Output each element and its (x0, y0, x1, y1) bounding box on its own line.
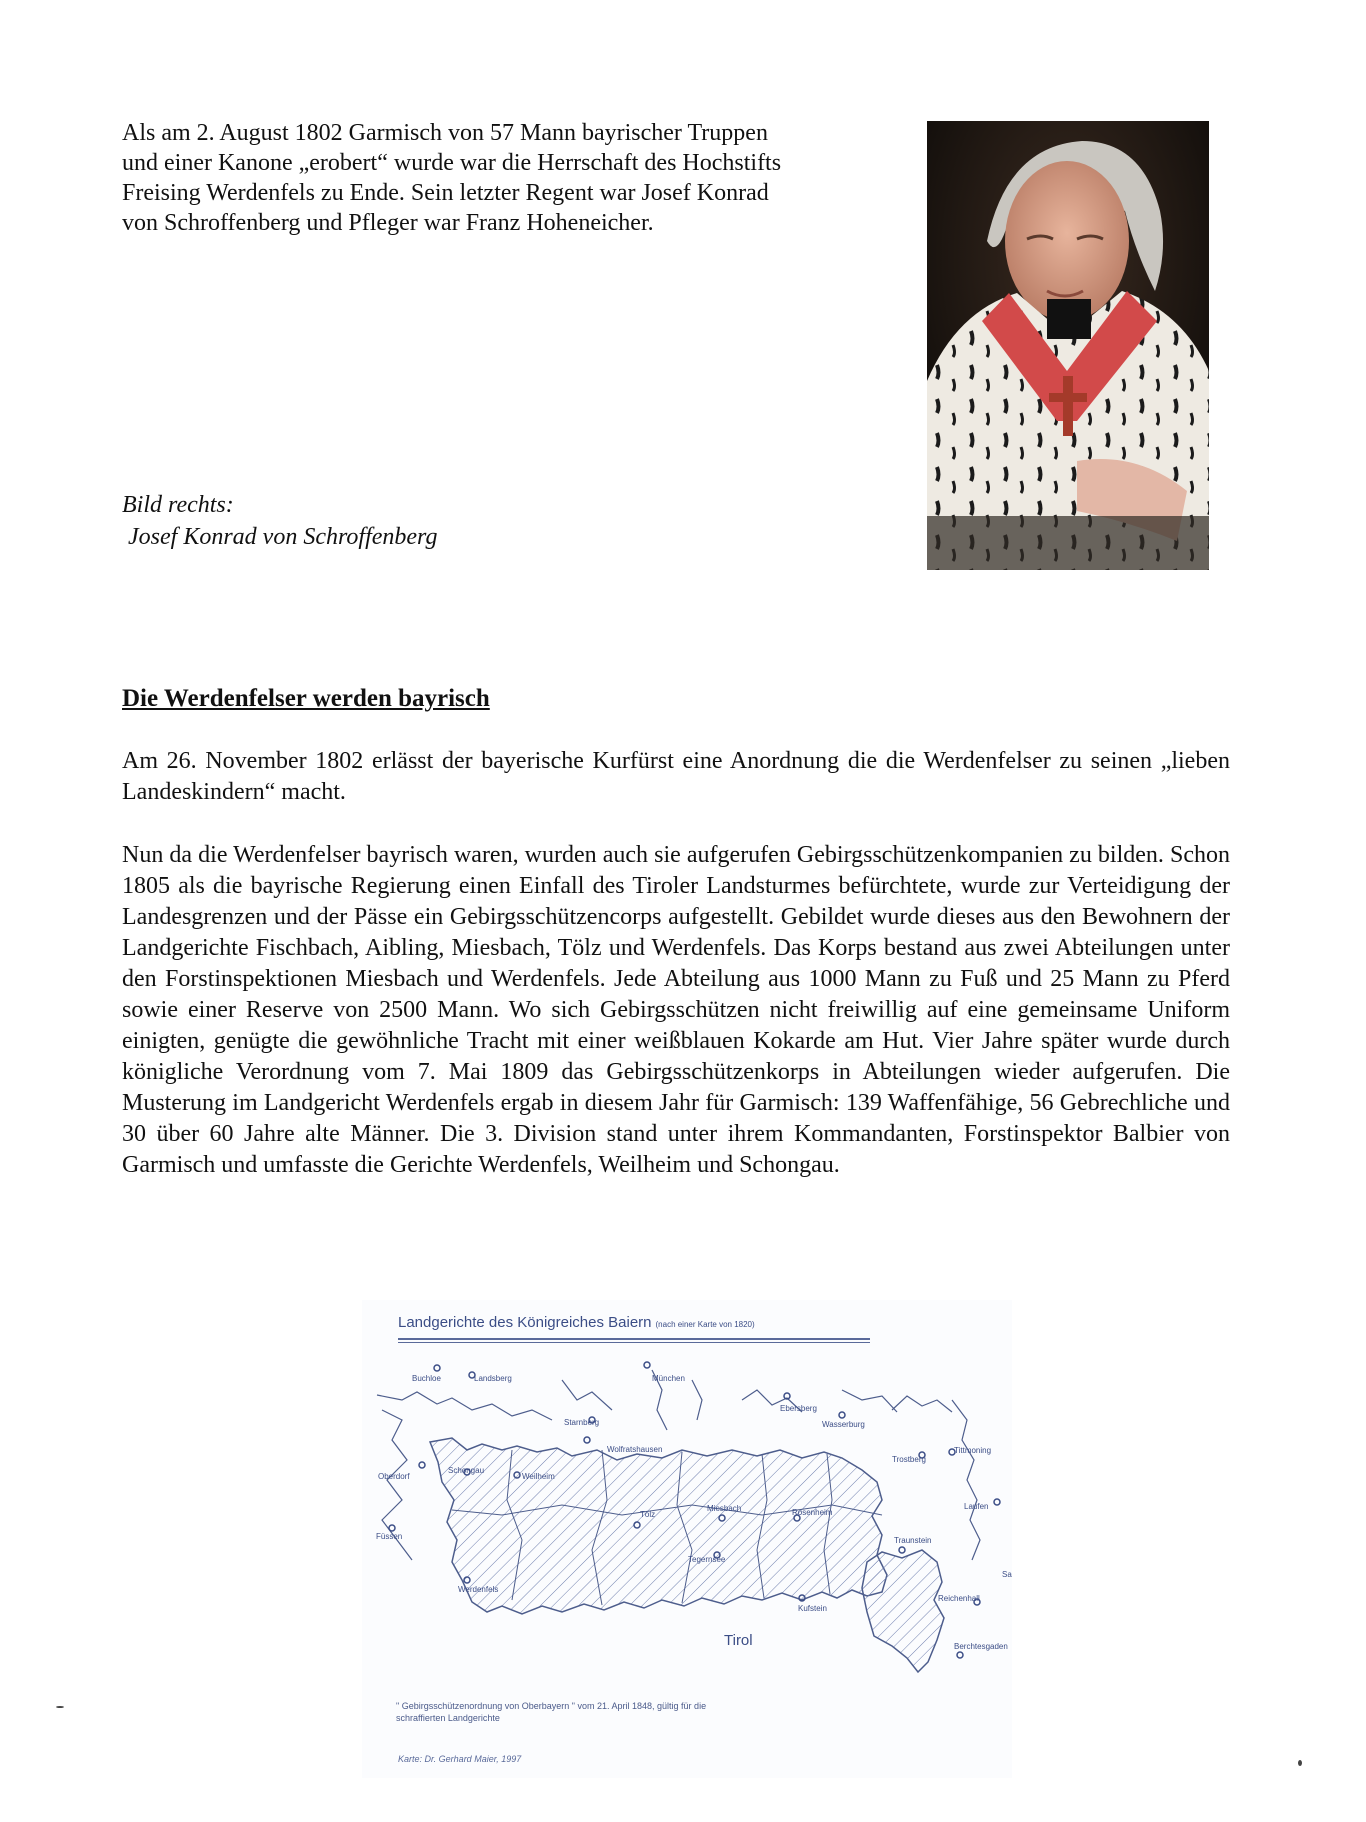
section-heading: Die Werdenfelser werden bayrisch (122, 685, 490, 712)
map-label-schongau: Schongau (448, 1466, 485, 1475)
map-label-ebersberg: Ebersberg (780, 1404, 817, 1413)
map-label-muenchen: München (652, 1374, 685, 1383)
map-label-berchtesgaden: Berchtesgaden (954, 1642, 1008, 1651)
map-label-oberdorf: Oberdorf (378, 1472, 410, 1481)
map-label-tegernsee: Tegernsee (688, 1555, 726, 1564)
map-label-starnberg: Starnberg (564, 1418, 600, 1427)
map-label-sa: Sa (1002, 1570, 1012, 1579)
map-label-werdenfels: Werdenfels (458, 1585, 499, 1594)
caption-name: Josef Konrad von Schroffenberg (128, 524, 438, 550)
map-label-miesbach: Miesbach (707, 1504, 742, 1513)
map-east-border (952, 1400, 980, 1560)
map-label-buchloe: Buchloe (412, 1374, 441, 1383)
map-note: " Gebirgsschützenordnung von Oberbayern " vom 21. April 1848, gültig für die schraffierten Landgerichte (396, 1701, 707, 1723)
map-label-rosenheim: Rosenheim (792, 1508, 833, 1517)
map-label-tirol: Tirol (724, 1632, 753, 1649)
scan-speck (1298, 1760, 1302, 1766)
portrait-image (927, 121, 1209, 570)
map-label-kufstein: Kufstein (798, 1604, 827, 1613)
map-label-wolfratshausen: Wolfratshausen (607, 1445, 663, 1454)
intro-paragraph: Als am 2. August 1802 Garmisch von 57 Mann bayrischer Truppen und einer Kanone „erobert“ wurde war die Herrschaft des Hochstifts Freising Werdenfels zu Ende. Sein letzter Regent war Josef Konrad von Schroffenberg und Pfleger war Franz Hoheneicher. (122, 120, 782, 236)
map-label-laufen: Laufen (964, 1502, 989, 1511)
map-label-toelz: Tölz (640, 1510, 656, 1519)
map-label-traunstein: Traunstein (894, 1536, 932, 1545)
map-hatched-region (430, 1438, 887, 1614)
map-label-trostberg: Trostberg (892, 1455, 926, 1464)
map-figure (362, 1300, 1012, 1778)
map-label-tittmoning: Tittmoning (954, 1446, 992, 1455)
map-title-sub: (nach einer Karte von 1820) (655, 1320, 755, 1329)
caption-label: Bild rechts: (122, 492, 234, 518)
scan-mark (56, 1706, 64, 1708)
map-label-reichenhall: Reichenhall (938, 1594, 980, 1603)
map-label-wasserburg: Wasserburg (822, 1420, 865, 1429)
section-paragraph-1: Am 26. November 1802 erlässt der bayerische Kurfürst eine Anordnung die die Werdenfelser zu seinen „lieben Landeskindern“ macht. (122, 748, 1230, 805)
portrait-painting (927, 121, 1209, 570)
map-label-fuessen: Füssen (376, 1532, 403, 1541)
map-title-text: Landgerichte des Königreiches Baiern (398, 1314, 652, 1331)
map-label-weilheim: Weilheim (522, 1472, 555, 1481)
map-label-landsberg: Landsberg (474, 1374, 512, 1383)
section-paragraph-2: Nun da die Werdenfelser bayrisch waren, wurden auch sie aufgerufen Gebirgsschützenkompanien zu bilden. Schon 1805 als die bayrische Regierung einen Einfall des Tiroler Landsturmes befürchtete, wurde zur Verteidigung der Landesgrenzen und der Pässe ein Gebirgsschützencorps aufgestellt. Gebildet wurde dieses aus den Bewohnern der Landgerichte Fischbach, Aibling, Miesbach, Tölz und Werdenfels. Das Korps bestand aus zwei Abteilungen unter den Forstinspektionen Miesbach und Werdenfels. Jede Abteilung aus 1000 Mann zu Fuß und 25 Mann zu Pferd sowie einer Reserve von 2500 Mann. Wo sich Gebirgsschützen nicht freiwillig auf eine gemeinsame Uniform einigten, genügte die gewöhnliche Tracht mit einer weißblauen Kokarde am Hut. Vier Jahre später wurde durch königliche Verordnung vom 7. Mai 1809 das Gebirgsschützenkorps in Abteilungen wieder aufgerufen. Die Musterung im Landgericht Werdenfels ergab in diesem Jahr für Garmisch: 139 Waffenfähige, 56 Gebrechliche und 30 über 60 Jahre alte Männer. Die 3. Division stand unter ihrem Kommandanten, Forstinspektor Balbier von Garmisch und umfasste die Gerichte Werdenfels, Weilheim und Schongau. (122, 842, 1230, 1178)
map-credit: Karte: Dr. Gerhard Maier, 1997 (398, 1754, 522, 1764)
map-eastern-region (862, 1550, 944, 1672)
